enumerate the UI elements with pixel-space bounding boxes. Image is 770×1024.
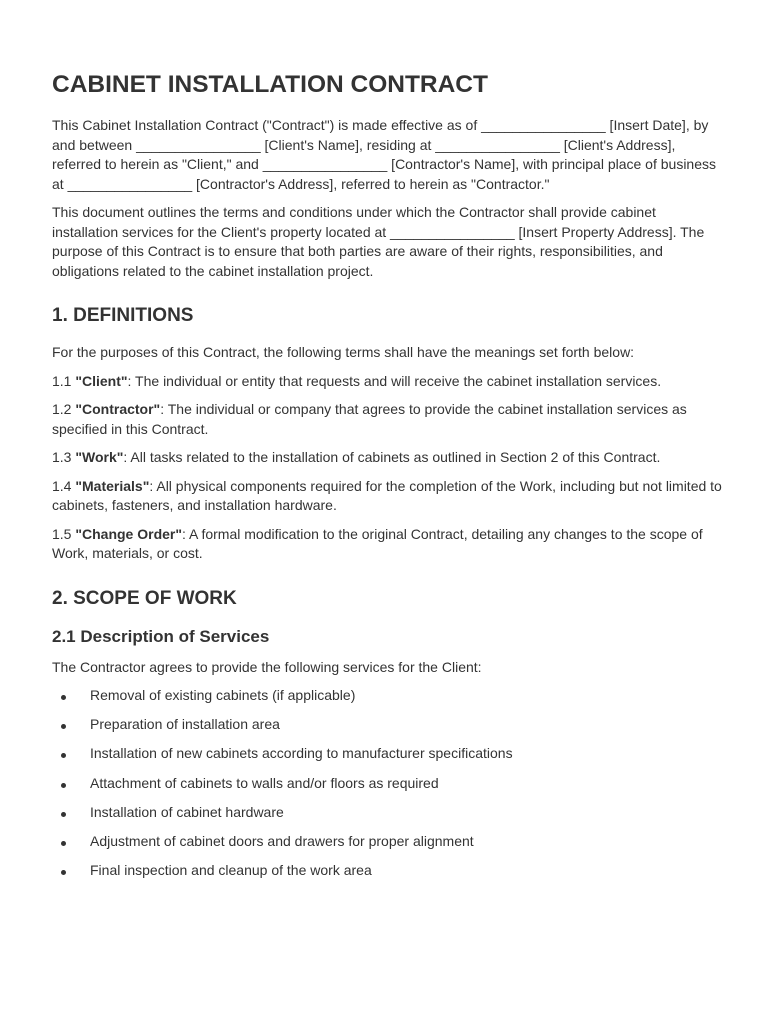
service-text: Attachment of cabinets to walls and/or floors as required [90,774,439,791]
service-text: Removal of existing cabinets (if applicable) [90,687,356,703]
list-item [52,774,722,794]
definition-number: 1.3 [52,449,76,465]
definitions-lead: For the purposes of this Contract, the following terms shall have the meanings set forth below: [52,344,635,360]
definition-term: "Materials" [75,477,150,494]
bullet-icon [61,695,66,700]
service-text: Installation of cabinet hardware [90,803,284,820]
definition-materials [52,477,722,516]
list-item [52,861,722,881]
list-item [52,744,722,764]
definition-client [52,372,722,392]
definition-number: 1.1 [52,372,76,389]
definition-text: : The individual or entity that requests and will receive the cabinet installation services. [127,372,662,389]
intro-paragraph-2: This document outlines the terms and conditions under which the Contractor shall provide cabinet installation services for the Client's property located at ________________ [Insert Property Address]. The purpose of this Contract is to ensure that both parties are aware of their rights, responsibilities, and obligations related to the cabinet installation project. [52,204,705,279]
definition-text: : A formal modification to the original Contract, detailing any changes to the scope of Work, materials, or cost. [52,525,703,561]
services-lead: The Contractor agrees to provide the following services for the Client: [52,658,482,675]
bullet-icon [61,724,66,729]
definition-number: 1.5 [52,525,76,542]
definition-text: : The individual or company that agrees to provide the cabinet installation services as specified in this Contract. [52,401,687,437]
definition-term: "Contractor" [75,401,161,417]
service-text: Adjustment of cabinet doors and drawers for proper alignment [90,832,474,849]
service-text: Preparation of installation area [90,716,280,733]
definition-work [52,448,722,468]
definition-contractor [52,400,722,439]
bullet-icon [61,870,66,875]
service-text: Installation of new cabinets according to manufacturer specifications [90,745,513,762]
services-subheading: 2.1 Description of Services [52,626,270,646]
document-title: CABINET INSTALLATION CONTRACT [52,71,488,98]
bullet-icon [61,753,66,758]
list-item [52,832,722,852]
definition-text: : All physical components required for the completion of the Work, including but not limited to cabinets, fasteners, and installation hardware. [52,477,722,513]
definition-number: 1.4 [52,477,76,494]
bullet-icon [61,812,66,817]
definition-term: "Change Order" [75,525,182,542]
definitions-heading: 1. DEFINITIONS [52,305,194,326]
definition-term: "Client" [75,372,128,389]
scope-heading: 2. SCOPE OF WORK [52,587,237,609]
definition-number: 1.2 [52,401,76,417]
definition-text: : All tasks related to the installation of cabinets as outlined in Section 2 of this Contract. [123,449,661,465]
intro-paragraph-1: This Cabinet Installation Contract ("Contract") is made effective as of ________________ [Insert Date], by and between ________________ [Client's Name], residing at ________________ [Client's Address], referred to herein as "Client," and ________________ [Contractor's Name], with principal place of business at ________________ [Contractor's Address], referred to herein as "Contractor." [52,117,717,192]
list-item [52,686,722,706]
bullet-icon [61,783,66,788]
definition-term: "Work" [75,449,124,465]
definition-change-order [52,525,722,564]
service-text: Final inspection and cleanup of the work area [90,862,372,879]
contract-page [52,70,722,890]
bullet-icon [61,841,66,846]
services-list [52,686,722,881]
list-item [52,715,722,735]
list-item [52,803,722,823]
